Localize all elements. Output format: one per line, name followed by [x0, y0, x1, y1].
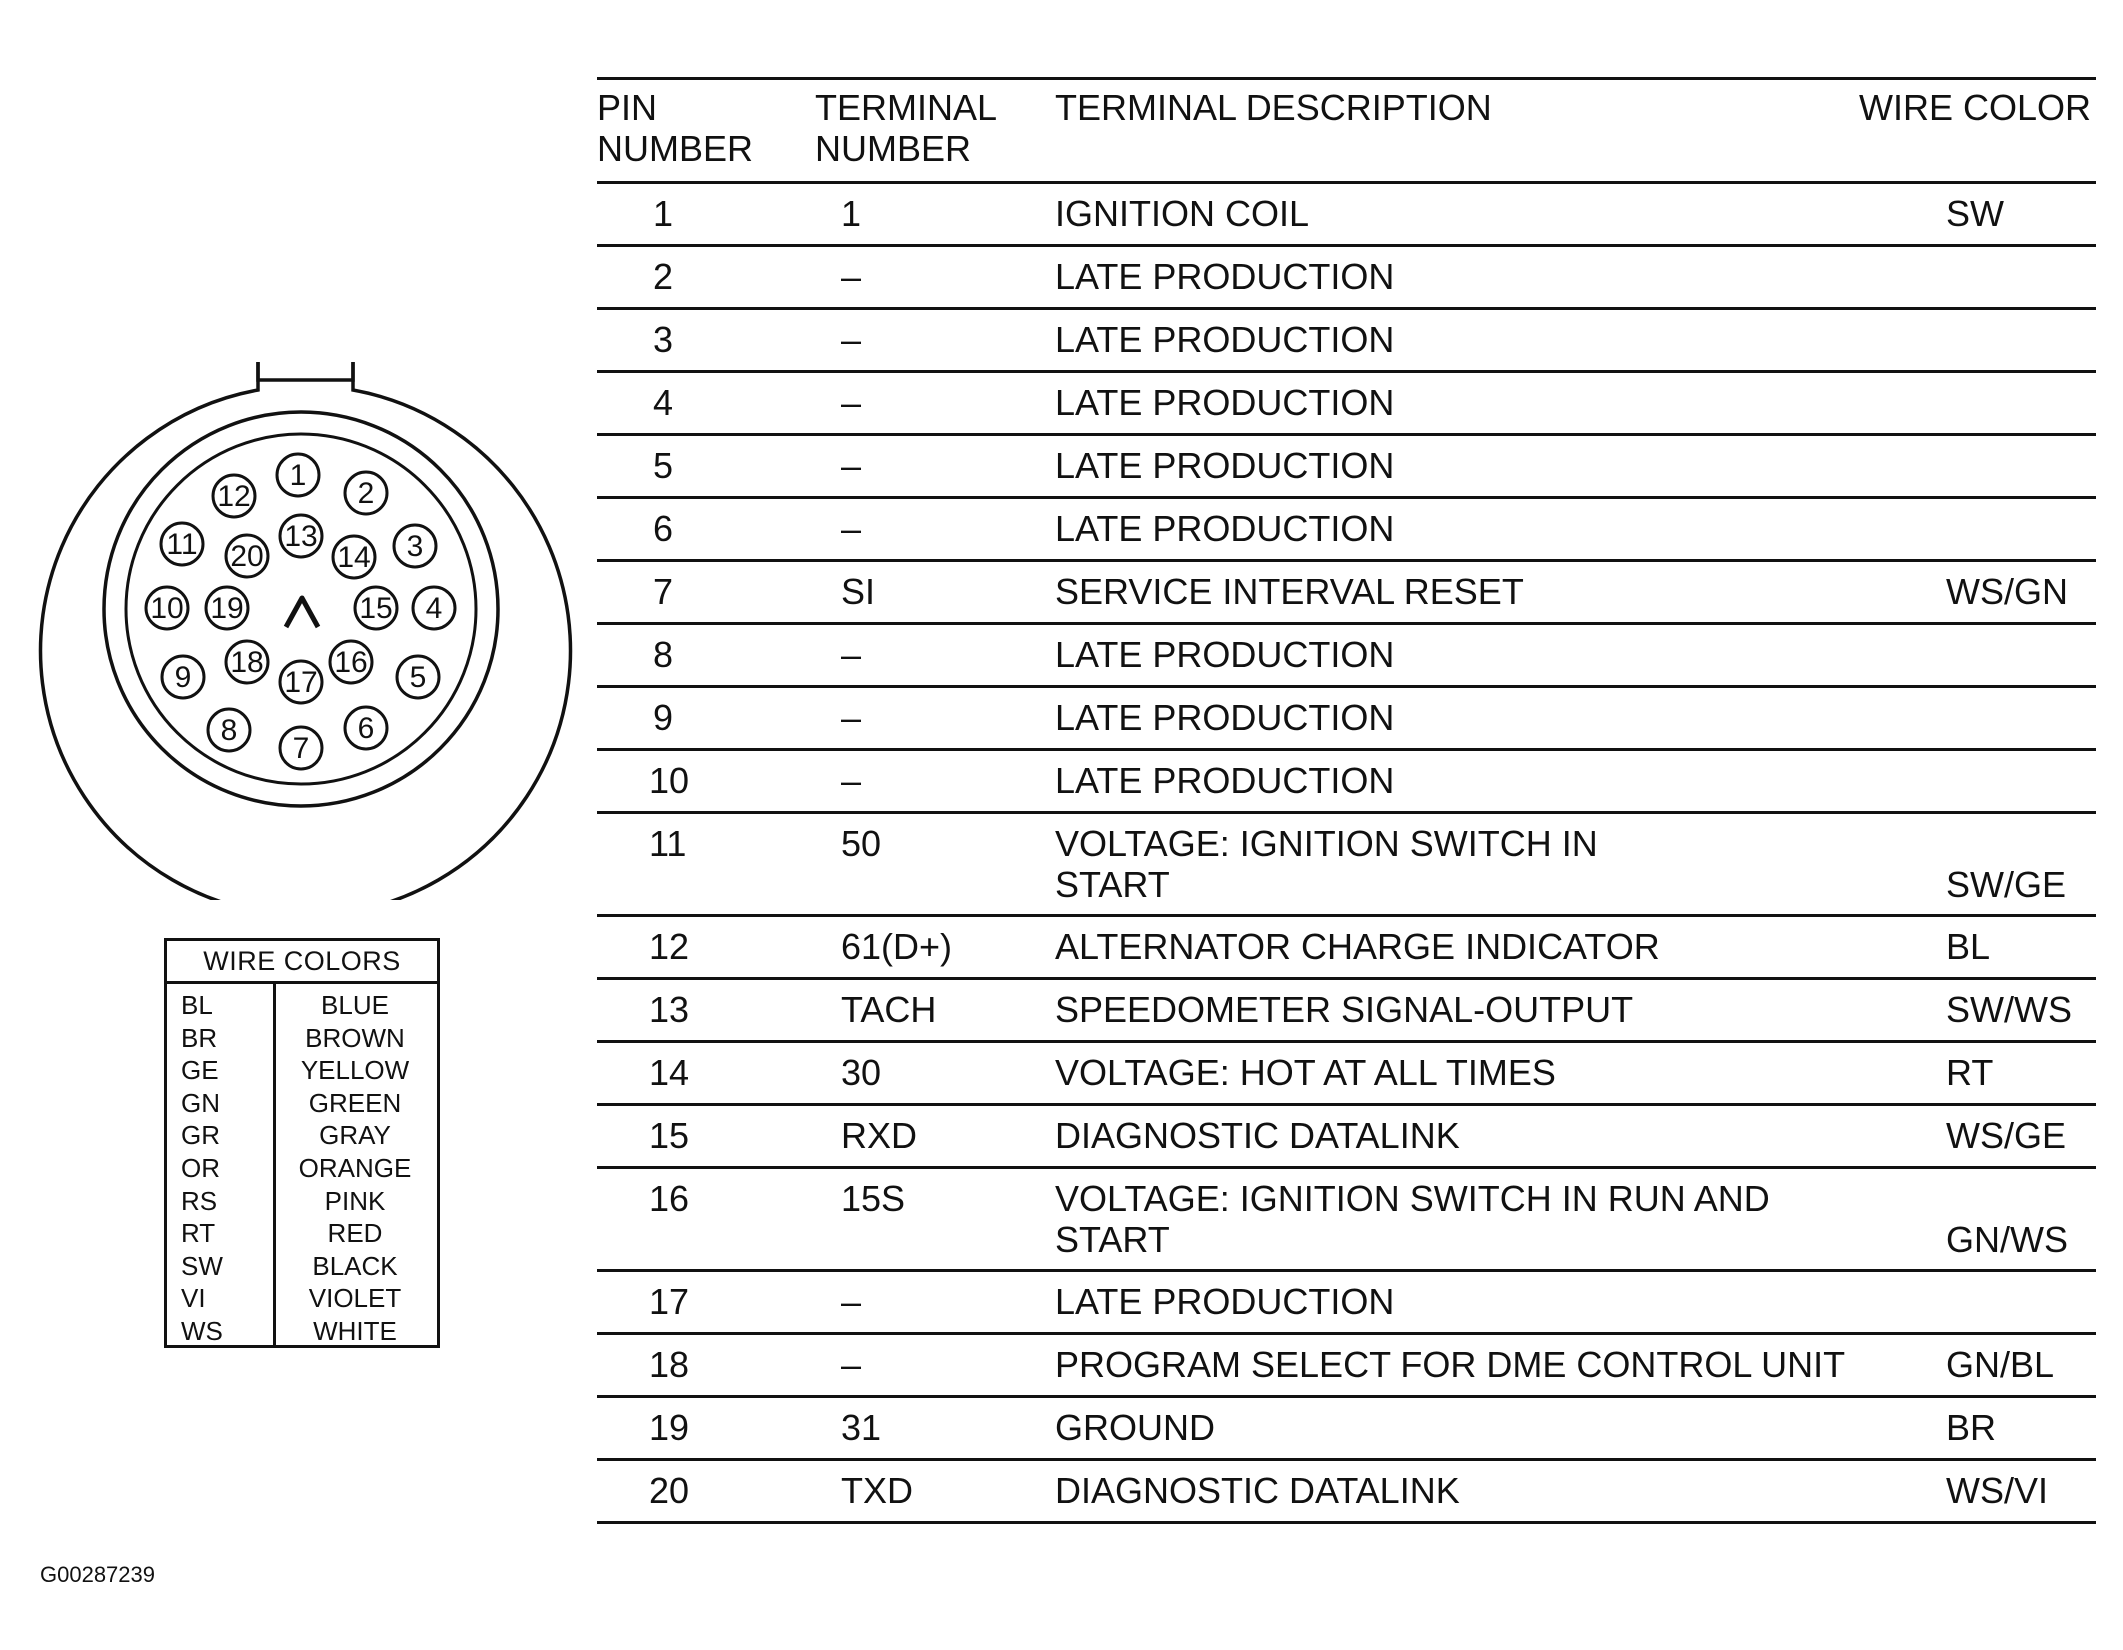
- connector-outer-shell: [40, 362, 570, 900]
- pin-number-cell: 14: [649, 1052, 690, 1093]
- terminal-number-cell: –: [841, 382, 862, 423]
- legend-code: BL: [181, 990, 213, 1020]
- pin-number-cell: 5: [653, 445, 674, 486]
- connector-pin: [206, 587, 248, 629]
- legend-row: [167, 1250, 437, 1282]
- connector-pin: [213, 475, 255, 517]
- connector-pin: [280, 727, 322, 769]
- pin-number-label: 9: [174, 661, 192, 694]
- pin-number-cell: 4: [653, 382, 674, 423]
- center-key-mark: [286, 598, 318, 627]
- pin-number-cell: 11: [649, 823, 687, 864]
- terminal-description-cell: LATE PRODUCTION: [1055, 256, 1395, 297]
- terminal-description-cell: LATE PRODUCTION: [1055, 382, 1395, 423]
- pin-number-label: 16: [334, 646, 368, 679]
- legend-code: GE: [181, 1055, 219, 1086]
- header-pin-number: PIN NUMBER: [597, 87, 754, 169]
- wire-colors-legend: [164, 938, 440, 1348]
- terminal-number-cell: 50: [841, 823, 882, 864]
- pin-number-label: 15: [359, 592, 393, 625]
- connector-diagram: [0, 0, 600, 900]
- connector-pin: [277, 454, 319, 496]
- connector-pin: [397, 656, 439, 698]
- terminal-number-cell: RXD: [841, 1115, 918, 1156]
- header-wire-color: WIRE COLOR: [1859, 87, 2092, 128]
- terminal-number-cell: 15S: [841, 1178, 906, 1219]
- legend-row: [167, 1022, 437, 1054]
- pin-number-cell: 9: [653, 697, 674, 738]
- row-rule: [597, 748, 2096, 751]
- terminal-description-cell: VOLTAGE: IGNITION SWITCH IN RUN AND START: [1055, 1178, 1770, 1260]
- pin-number-label: 11: [166, 528, 198, 561]
- wire-color-cell: SW: [1946, 193, 2004, 234]
- pin-number-label: 1: [289, 459, 307, 492]
- legend-row: [167, 1217, 437, 1249]
- pin-number-cell: 12: [649, 926, 690, 967]
- legend-color-name: RED: [327, 1218, 383, 1249]
- terminal-number-cell: SI: [841, 571, 876, 612]
- terminal-description-cell: GROUND: [1055, 1407, 1215, 1448]
- row-rule: [597, 1103, 2096, 1106]
- row-rule: [597, 1269, 2096, 1272]
- pin-number-cell: 20: [649, 1470, 690, 1511]
- connector-pin: [333, 536, 375, 578]
- connector-pin: [226, 641, 268, 683]
- row-rule: [597, 622, 2096, 625]
- legend-row: [167, 1054, 437, 1086]
- row-rule: [597, 914, 2096, 917]
- wire-color-cell: GN/BL: [1946, 1344, 2055, 1385]
- legend-code: OR: [181, 1153, 220, 1183]
- terminal-number-cell: 31: [841, 1407, 882, 1448]
- legend-color-name: BLACK: [312, 1250, 398, 1281]
- pin-number-cell: 6: [653, 508, 674, 549]
- pin-number-cell: 2: [653, 256, 674, 297]
- pin-number-label: 4: [425, 592, 443, 625]
- pin-number-cell: 16: [649, 1178, 690, 1219]
- terminal-description-cell: VOLTAGE: IGNITION SWITCH IN START: [1055, 823, 1598, 905]
- header-terminal-description: TERMINAL DESCRIPTION: [1055, 87, 1492, 128]
- terminal-number-cell: 61(D+): [841, 926, 953, 967]
- connector-pin: [345, 472, 387, 514]
- pin-number-cell: 18: [649, 1344, 690, 1385]
- legend-color-name: PINK: [324, 1185, 386, 1216]
- row-rule: [597, 685, 2096, 688]
- terminal-description-cell: LATE PRODUCTION: [1055, 445, 1395, 486]
- terminal-number-cell: –: [841, 1344, 862, 1385]
- terminal-description-cell: LATE PRODUCTION: [1055, 1281, 1395, 1322]
- pin-number-label: 20: [230, 540, 264, 573]
- pin-number-label: 6: [357, 712, 375, 745]
- legend-color-name: YELLOW: [300, 1055, 410, 1086]
- connector-pin: [161, 523, 203, 565]
- legend-color-name: VIOLET: [308, 1283, 402, 1314]
- terminal-number-cell: –: [841, 256, 862, 297]
- pin-number-label: 8: [220, 714, 238, 747]
- pin-number-cell: 3: [653, 319, 674, 360]
- figure-id: G00287239: [40, 1562, 155, 1587]
- terminal-description-cell: ALTERNATOR CHARGE INDICATOR: [1055, 926, 1660, 967]
- legend-code: GN: [181, 1087, 220, 1118]
- legend-code: GR: [181, 1120, 220, 1151]
- pin-number-label: 18: [230, 646, 264, 679]
- row-rule: [597, 1332, 2096, 1335]
- legend-code: SW: [181, 1250, 223, 1281]
- row-rule: [597, 244, 2096, 247]
- terminal-number-cell: 1: [841, 193, 862, 234]
- pin-number-label: 2: [357, 477, 375, 510]
- legend-color-name: BROWN: [305, 1022, 405, 1053]
- wire-color-cell: RT: [1946, 1052, 1994, 1093]
- legend-code: VI: [181, 1283, 206, 1314]
- terminal-number-cell: 30: [841, 1052, 882, 1093]
- row-rule: [597, 1458, 2096, 1461]
- terminal-description-cell: DIAGNOSTIC DATALINK: [1055, 1115, 1460, 1156]
- terminal-description-cell: SPEEDOMETER SIGNAL-OUTPUT: [1055, 989, 1634, 1030]
- wire-color-cell: WS/VI: [1946, 1470, 2049, 1511]
- legend-code: BR: [181, 1022, 218, 1053]
- row-rule: [597, 496, 2096, 499]
- pin-number-cell: 10: [649, 760, 690, 801]
- terminal-description-cell: LATE PRODUCTION: [1055, 508, 1395, 549]
- legend-row: [167, 1185, 437, 1217]
- header-rule: [597, 181, 2096, 184]
- legend-row: [167, 1087, 437, 1119]
- legend-row: [167, 1282, 437, 1314]
- terminal-number-cell: TACH: [841, 989, 937, 1030]
- legend-color-name: WHITE: [313, 1316, 397, 1346]
- terminal-description-cell: LATE PRODUCTION: [1055, 697, 1395, 738]
- terminal-number-cell: –: [841, 445, 862, 486]
- terminal-description-cell: LATE PRODUCTION: [1055, 760, 1395, 801]
- pin-number-cell: 19: [649, 1407, 690, 1448]
- connector-pin: [280, 661, 322, 703]
- row-rule: [597, 307, 2096, 310]
- pin-number-cell: 17: [649, 1281, 690, 1322]
- legend-row: [167, 989, 437, 1021]
- wire-color-cell: GN/WS: [1946, 1219, 2068, 1260]
- pin-number-label: 5: [409, 661, 427, 694]
- pin-number-label: 3: [406, 530, 424, 563]
- terminal-number-cell: –: [841, 634, 862, 675]
- connector-pin: [345, 707, 387, 749]
- row-rule: [597, 1395, 2096, 1398]
- header-terminal-number: TERMINAL NUMBER: [815, 87, 998, 169]
- pin-number-label: 14: [337, 541, 371, 574]
- connector-pin: [330, 641, 372, 683]
- connector-pin: [208, 709, 250, 751]
- legend-color-name: BLUE: [321, 990, 389, 1020]
- terminal-description-cell: DIAGNOSTIC DATALINK: [1055, 1470, 1460, 1511]
- terminal-description-cell: PROGRAM SELECT FOR DME CONTROL UNIT: [1055, 1344, 1846, 1385]
- wire-color-cell: SW/GE: [1946, 864, 2067, 905]
- terminal-number-cell: –: [841, 697, 862, 738]
- wire-color-cell: SW/WS: [1946, 989, 2072, 1030]
- row-rule: [597, 559, 2096, 562]
- row-rule: [597, 433, 2096, 436]
- row-rule: [597, 370, 2096, 373]
- pin-number-cell: 15: [649, 1115, 690, 1156]
- legend-code: RT: [181, 1218, 216, 1249]
- terminal-description-cell: LATE PRODUCTION: [1055, 634, 1395, 675]
- pin-number-label: 12: [217, 480, 251, 513]
- legend-color-name: GRAY: [319, 1120, 391, 1151]
- connector-key-notch: [258, 362, 353, 380]
- pin-number-label: 7: [292, 732, 310, 765]
- wire-color-cell: WS/GN: [1946, 571, 2068, 612]
- connector-pin: [394, 525, 436, 567]
- terminal-description-cell: SERVICE INTERVAL RESET: [1055, 571, 1524, 612]
- terminal-number-cell: –: [841, 760, 862, 801]
- pin-number-label: 13: [284, 520, 318, 553]
- connector-pin: [146, 587, 188, 629]
- connector-pin: [413, 587, 455, 629]
- terminal-number-cell: –: [841, 508, 862, 549]
- terminal-number-cell: –: [841, 1281, 862, 1322]
- pin-number-cell: 1: [653, 193, 674, 234]
- legend-row: [167, 1315, 437, 1347]
- pin-number-label: 10: [150, 592, 184, 625]
- pin-number-label: 17: [284, 666, 318, 699]
- wire-color-cell: BL: [1946, 926, 1991, 967]
- pin-number-label: 19: [210, 592, 244, 625]
- legend-color-name: ORANGE: [298, 1153, 412, 1183]
- wire-color-cell: WS/GE: [1946, 1115, 2067, 1156]
- row-rule: [597, 1040, 2096, 1043]
- row-rule: [597, 811, 2096, 814]
- row-rule: [597, 977, 2096, 980]
- terminal-number-cell: –: [841, 319, 862, 360]
- row-rule: [597, 1166, 2096, 1169]
- row-rule: [597, 1521, 2096, 1524]
- legend-row: [167, 1119, 437, 1151]
- pin-number-cell: 7: [653, 571, 674, 612]
- wire-color-cell: BR: [1946, 1407, 1997, 1448]
- legend-code: RS: [181, 1185, 218, 1216]
- connector-pin: [226, 535, 268, 577]
- legend-row: [167, 1152, 437, 1184]
- terminal-description-cell: VOLTAGE: HOT AT ALL TIMES: [1055, 1052, 1556, 1093]
- connector-pins: [146, 454, 455, 769]
- connector-pin: [162, 656, 204, 698]
- terminal-description-cell: IGNITION COIL: [1055, 193, 1310, 234]
- legend-code: WS: [181, 1316, 223, 1346]
- pin-number-cell: 13: [649, 989, 690, 1030]
- legend-title: WIRE COLORS: [167, 941, 437, 984]
- table-top-rule: [597, 77, 2096, 80]
- terminal-number-cell: TXD: [841, 1470, 913, 1511]
- legend-color-name: GREEN: [308, 1087, 402, 1118]
- pin-number-cell: 8: [653, 634, 674, 675]
- connector-pin: [355, 587, 397, 629]
- terminal-description-cell: LATE PRODUCTION: [1055, 319, 1395, 360]
- connector-pin: [280, 515, 322, 557]
